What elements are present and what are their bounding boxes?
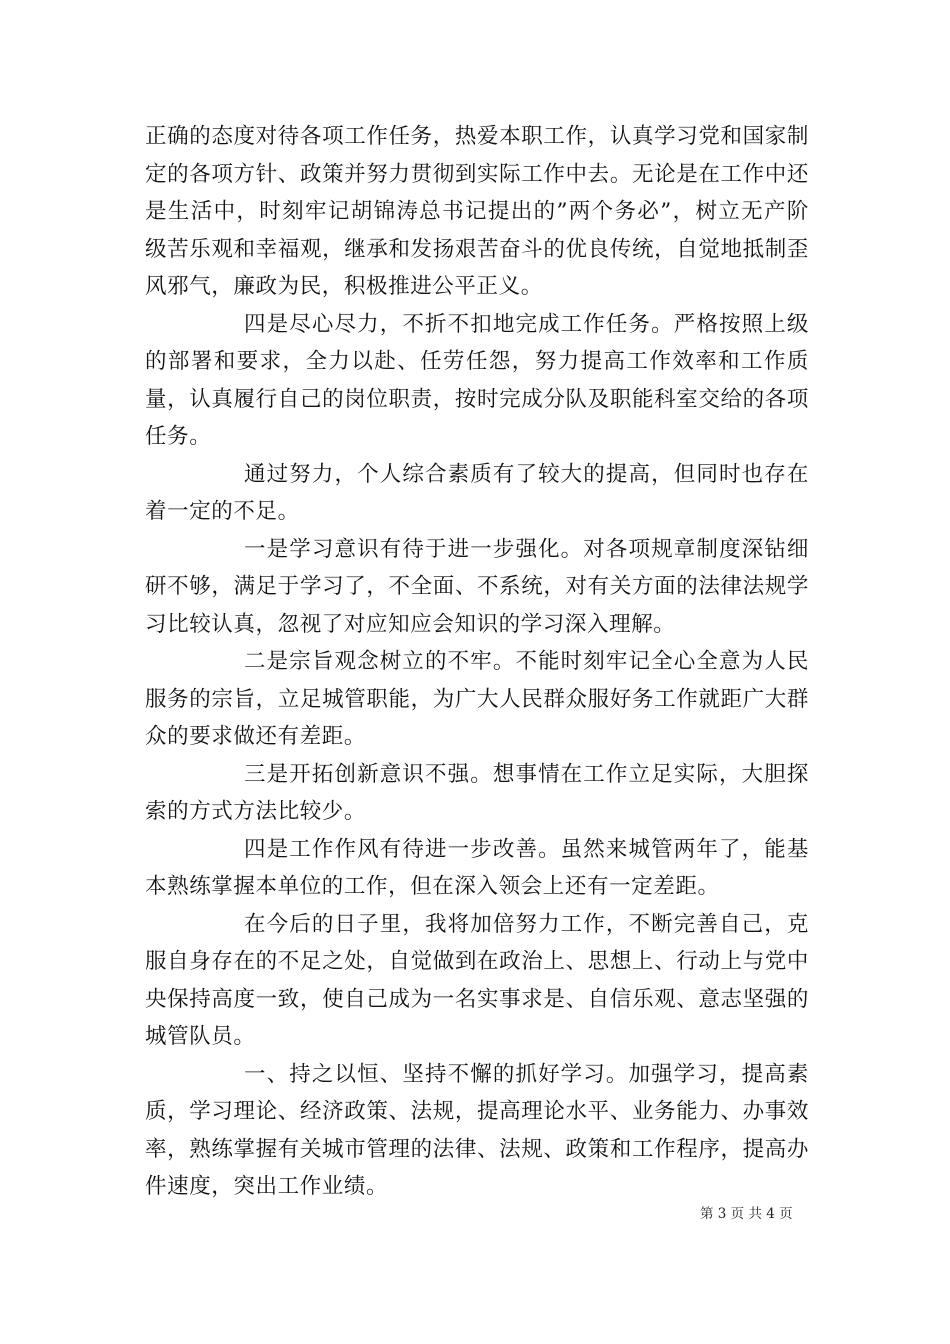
paragraph-6: 三是开拓创新意识不强。想事情在工作立足实际，大胆探索的方式方法比较少。 <box>145 761 809 824</box>
paragraph-7: 四是工作作风有待进一步改善。虽然来城管两年了，能基本熟练掌握本单位的工作，但在深入领会上还有一定差距。 <box>145 836 809 899</box>
paragraph-9: 一、持之以恒、坚持不懈的抓好学习。加强学习，提高素质，学习理论、经济政策、法规，提高理论水平、业务能力、办事效率，熟练掌握有关城市管理的法律、法规、政策和工作程序，提高办件速度，突出工作业绩。 <box>145 1061 809 1199</box>
paragraph-2: 四是尽心尽力，不折不扣地完成工作任务。严格按照上级的部署和要求，全力以赴、任劳任怨，努力提高工作效率和工作质量，认真履行自己的岗位职责，按时完成分队及职能科室交给的各项任务。 <box>145 311 809 449</box>
paragraph-8: 在今后的日子里，我将加倍努力工作，不断完善自己，克服自身存在的不足之处，自觉做到在政治上、思想上、行动上与党中央保持高度一致，使自己成为一名实事求是、自信乐观、意志坚强的城管队员。 <box>145 911 809 1049</box>
paragraph-5: 二是宗旨观念树立的不牢。不能时刻牢记全心全意为人民服务的宗旨，立足城管职能，为广大人民群众服好务工作就距广大群众的要求做还有差距。 <box>145 649 809 749</box>
page-number: 第 3 页 共 4 页 <box>700 1206 793 1222</box>
paragraph-4: 一是学习意识有待于进一步强化。对各项规章制度深钻细研不够，满足于学习了，不全面、不系统，对有关方面的法律法规学习比较认真，忽视了对应知应会知识的学习深入理解。 <box>145 536 809 637</box>
paragraph-3: 通过努力，个人综合素质有了较大的提高，但同时也存在着一定的不足。 <box>145 461 809 524</box>
document-body <box>145 118 809 1206</box>
paragraph-1: 正确的态度对待各项工作任务，热爱本职工作，认真学习党和国家制定的各项方针、政策并努力贯彻到实际工作中去。无论是在工作中还是生活中，时刻牢记胡锦涛总书记提出的”两个务必”，树立无产阶级苦乐观和幸福观，继承和发扬艰苦奋斗的优良传统，自觉地抵制歪风邪气，廉政为民，积极推进公平正义。 <box>145 124 809 299</box>
